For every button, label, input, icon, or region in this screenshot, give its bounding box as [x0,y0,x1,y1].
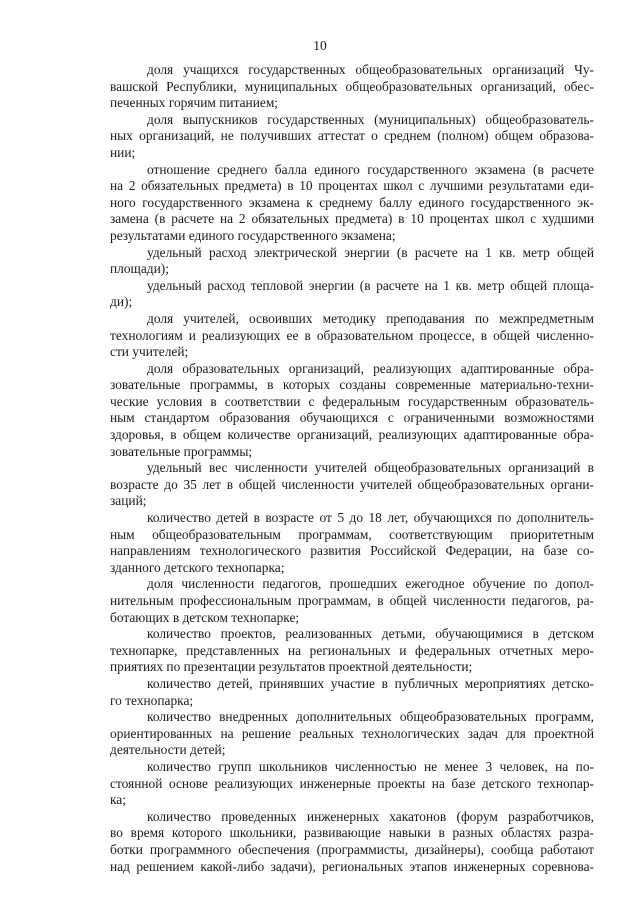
paragraph [110,576,594,626]
text-line: ка; [110,792,126,808]
text-line: приятиях по презентации результатов проектной деятельности; [110,659,473,675]
text-line: ным общеобразовательным программам, соответствующим приоритетным [110,526,594,542]
text-line: во время которого школьники, развивающие навыки в разных областях разра- [110,825,594,841]
document-body [110,62,594,875]
text-line: количество внедренных дополнительных общеобразовательных программ, [147,709,594,725]
text-line: над решением какой-либо задачи), региональных этапов инженерных соревнова- [110,858,594,874]
text-line: количество детей, принявших участие в публичных мероприятиях детско- [147,675,594,691]
text-line: доля учащихся государственных общеобразовательных организаций Чу- [147,62,594,77]
text-line: ориентированных на решение реальных технологических задач для проектной [110,725,594,741]
text-line: удельный расход тепловой энергии (в расчете на 1 кв. метр общей площа- [147,277,594,293]
text-line: доля численности педагогов, прошедших ежегодное обучение по допол- [147,576,594,592]
text-line: вашской Республики, муниципальных общеобразовательных организаций, обес- [110,78,594,94]
text-line: доля образовательных организаций, реализующих адаптированные обра- [147,360,594,376]
paragraph [110,460,594,510]
text-line: го технопарка; [110,692,194,708]
text-line: направлениям технологического развития Российской Федерации, на базе со- [110,543,594,559]
text-line: площади); [110,261,169,277]
text-line: на 2 обязательных предмета) в 10 процентах школ с лучшими результатами еди- [110,178,594,194]
paragraph [110,676,594,709]
text-line: технологиям и реализующих ее в образовательном процессе, в общей численно- [110,327,594,343]
paragraph [110,162,594,245]
text-line: удельный расход электрической энергии (в расчете на 1 кв. метр общей [147,244,594,260]
text-line: зданного детского технопарка; [110,559,285,575]
text-line: количество проектов, реализованных детьми, обучающимися в детском [147,626,594,642]
text-line: зовательные программы; [110,443,253,459]
text-line: количество детей в возрасте от 5 до 18 лет, обучающихся по дополнитель- [147,510,594,526]
text-line: нии; [110,144,136,160]
text-line: доля выпускников государственных (муниципальных) общеобразователь- [147,111,594,127]
text-line: доля учителей, освоивших методику преподавания по межпредметным [147,310,594,326]
paragraph [110,709,594,759]
paragraph [110,278,594,311]
text-line: ботающих в детском технопарке; [110,609,300,625]
text-line: возрасте до 35 лет в общей численности учителей общеобразовательных органи- [110,476,594,492]
paragraph [110,626,594,676]
text-line: ного государственного экзамена к среднему баллу единого государственного эк- [110,194,594,210]
text-line: стоянной основе реализующих инженерные проекты на базе детского технопар- [110,775,594,791]
text-line: сти учителей; [110,344,189,360]
text-line: технопарке, представленных на региональных и федеральных отчетных меро- [110,642,594,658]
paragraph [110,361,594,461]
paragraph [110,759,594,809]
text-line: ди); [110,294,133,310]
text-line: ных организаций, не получивших аттестат о среднем (полном) общем образова- [110,128,594,144]
paragraph [110,510,594,576]
text-line: отношение среднего балла единого государственного экзамена (в расчете [147,161,594,177]
paragraph [110,62,594,112]
text-line: замена (в расчете на 2 обязательных предмета) в 10 процентах школ с худшими [110,211,594,227]
text-line: ным стандартом образования обучающихся с ограниченными возможностями [110,410,594,426]
text-line: количество групп школьников численностью не менее 3 человек, на по- [147,758,594,774]
paragraph [110,245,594,278]
text-line: результатами единого государственного экзамена; [110,227,396,243]
text-line: удельный вес численности учителей общеобразовательных организаций в [147,460,594,476]
text-line: здоровья, в общем количестве организаций, реализующих адаптированные обра- [110,427,594,443]
text-line: ботки программного обеспечения (программисты, дизайнеры), сообща работают [110,841,594,857]
text-line: печенных горячим питанием; [110,95,279,111]
page-number: 10 [313,38,327,53]
text-line: нительным профессиональным программам, в общей численности педагогов, ра- [110,593,594,608]
paragraph [110,809,594,875]
text-line: зовательные программы, в которых созданы современные материально-техни- [110,377,594,393]
text-line: деятельности детей; [110,742,226,758]
paragraph [110,311,594,361]
text-line: ческие условия в соответствии с федеральным государственным образователь- [110,393,594,409]
text-line: заций; [110,493,147,509]
text-line: количество проведенных инженерных хакатонов (форум разработчиков, [147,808,594,824]
paragraph [110,112,594,162]
